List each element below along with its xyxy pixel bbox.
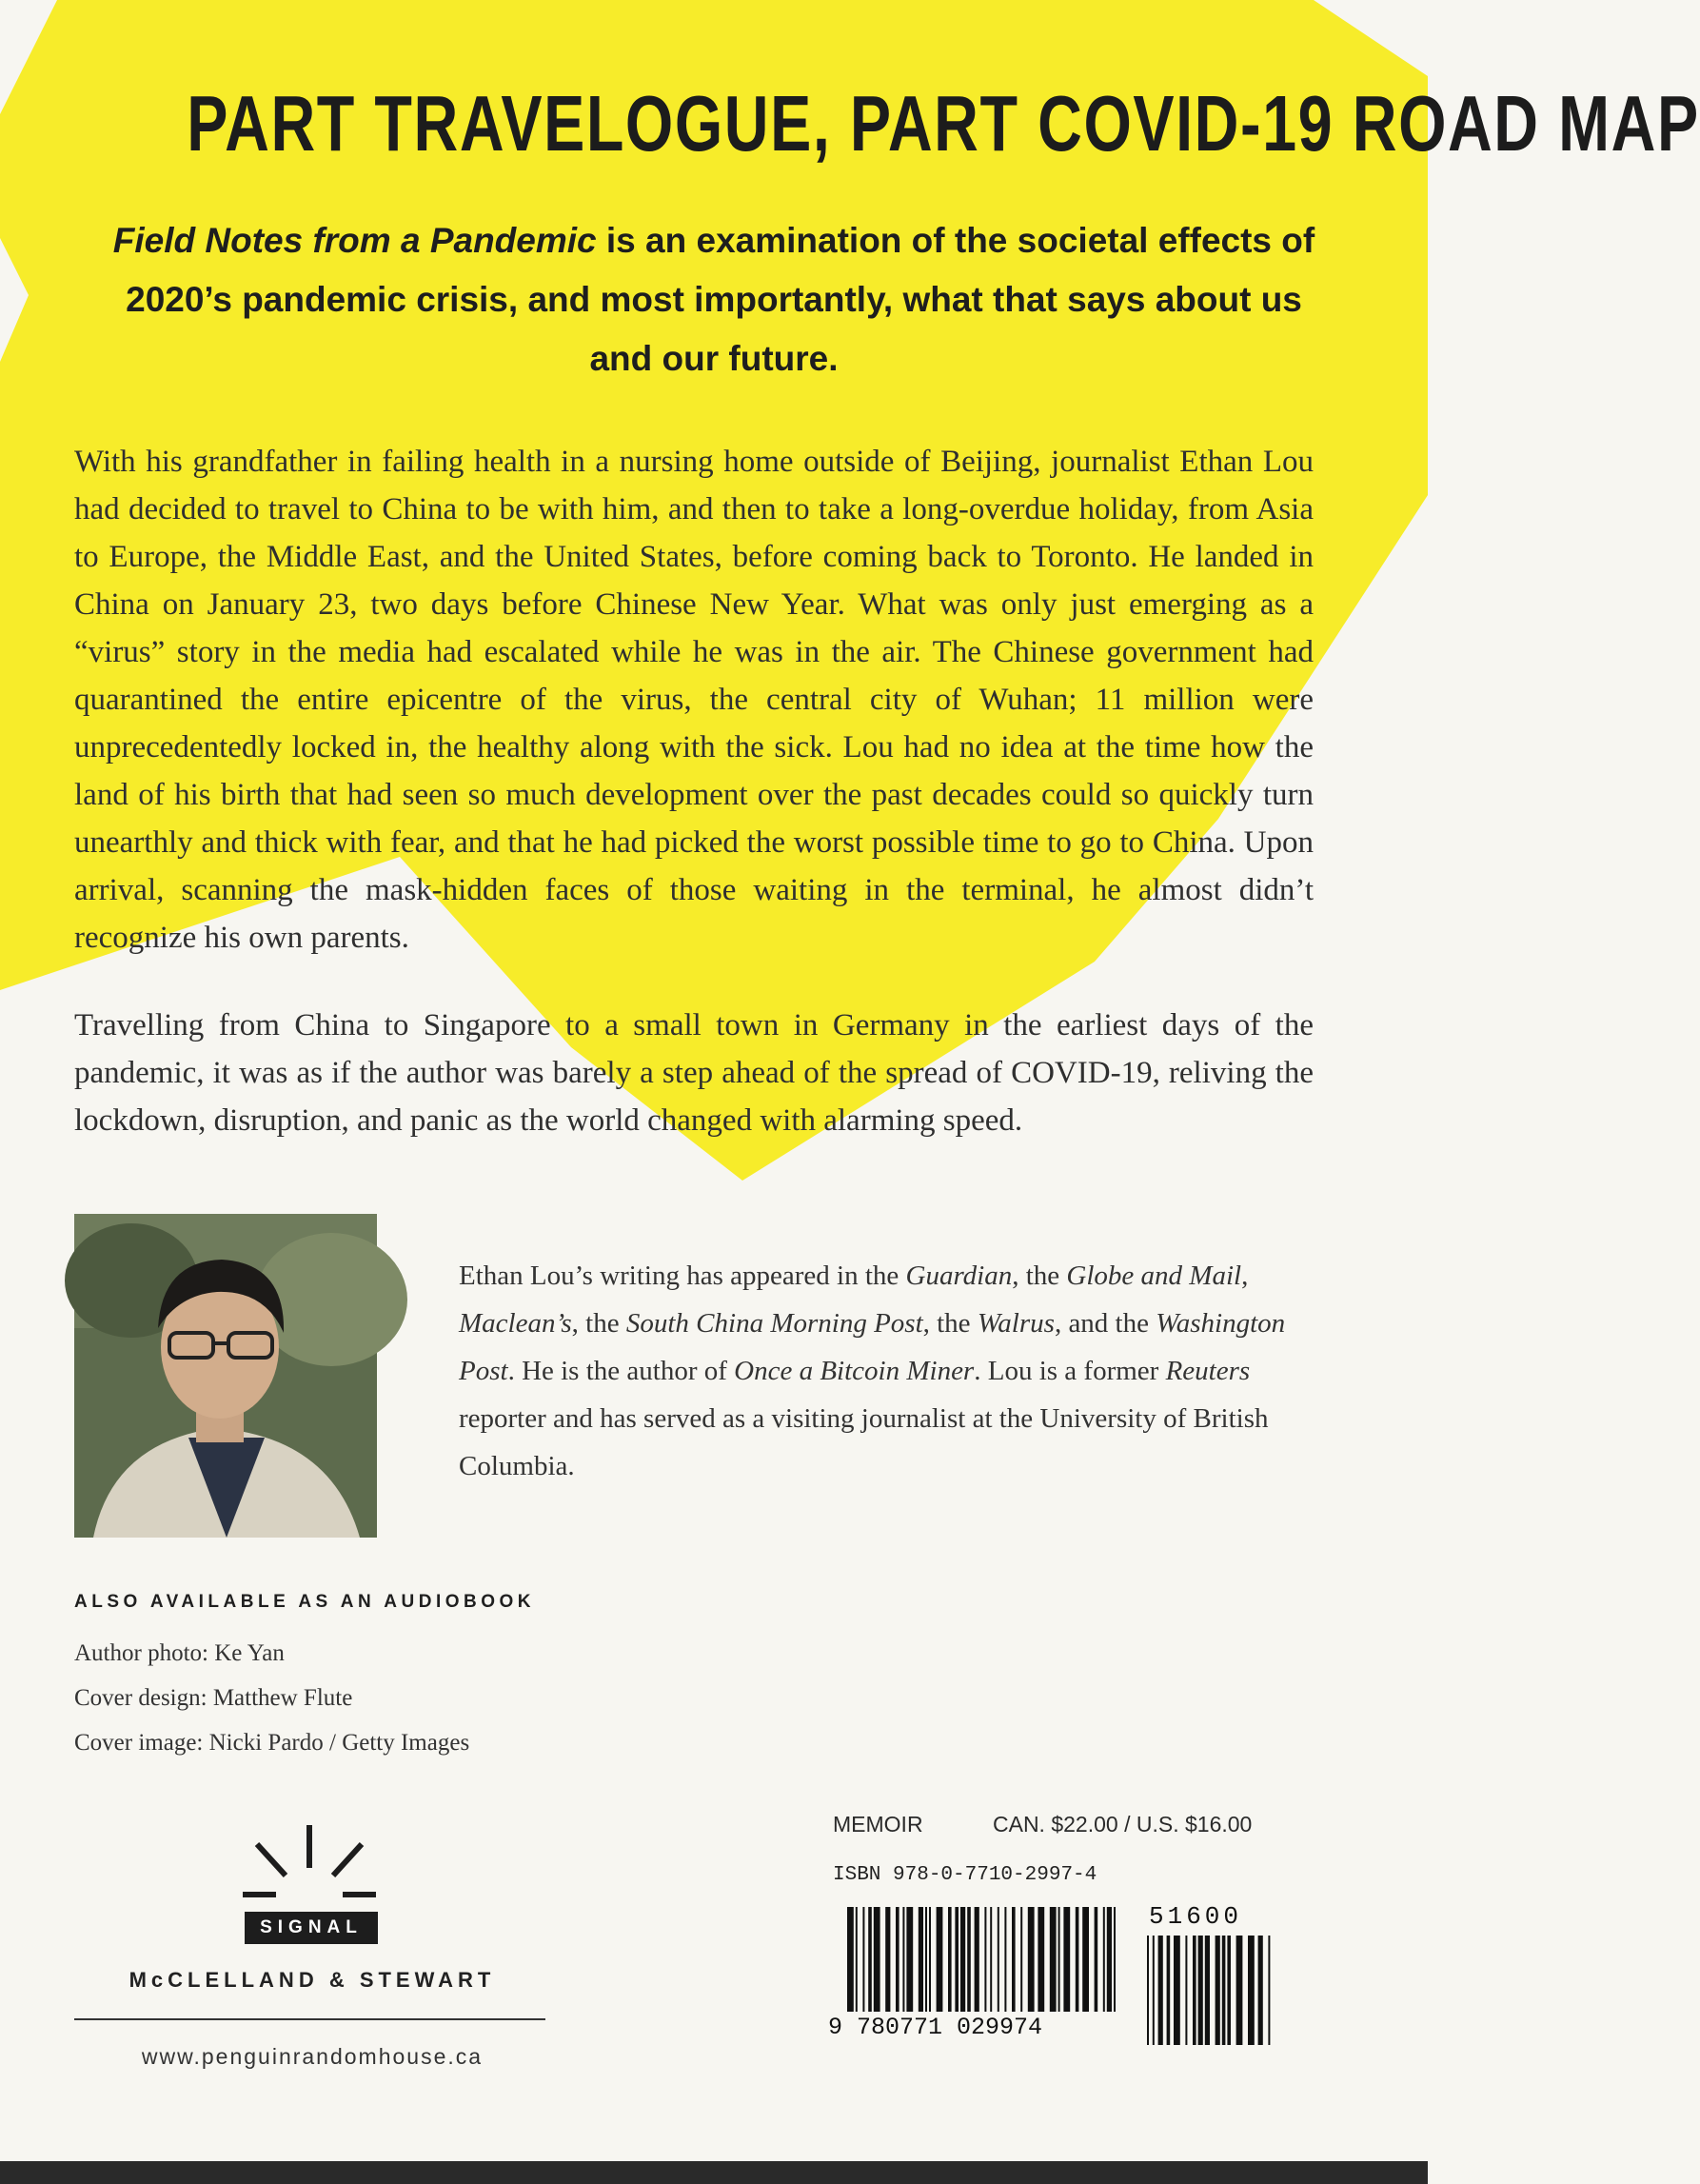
barcode-bar bbox=[1153, 1936, 1155, 2045]
description-paragraph-1: With his grandfather in failing health in a nursing home outside of Beijing, journalist Ethan Lou had decided to travel to China to be with him, and then to take a long-overdue holiday, from Asia to Europe, the Middle East, and the United States, before coming back to Toronto. He landed in China on January 23, two days before Chinese New Year. What was only just emerging as a “virus” story in the media had escalated while he was in the air. The Chinese government had quarantined the entire epicentre of the virus, the central city of Wuhan; 11 million were unprecedentedly locked in, the healthy along with the sick. Lou had no idea at the time how the land of his birth that had seen so much development over the past decades could so quickly turn unearthly and thick with fear, and that he had picked the worst possible time to go to China. Upon arrival, scanning the mask-hidden faces of those waiting in the terminal, he almost didn’t recognize his own parents. bbox=[74, 445, 1314, 955]
barcode-bar bbox=[1103, 1907, 1105, 2012]
barcode-bar bbox=[1147, 1936, 1149, 2045]
barcode-bar bbox=[955, 1907, 959, 2012]
tagline bbox=[105, 211, 1323, 388]
barcode-bar bbox=[1004, 1907, 1006, 2012]
barcode-bar bbox=[1198, 1936, 1203, 2045]
author-photo bbox=[74, 1214, 377, 1538]
barcode-bar bbox=[937, 1907, 943, 2012]
barcode-bars bbox=[847, 1907, 1116, 2012]
barcode-bar bbox=[1095, 1907, 1098, 2012]
barcode-bar bbox=[862, 1907, 864, 2012]
barcode-bar bbox=[975, 1907, 979, 2012]
credit-author-photo: Author photo: Ke Yan bbox=[74, 1640, 285, 1666]
barcode-bar bbox=[1114, 1907, 1116, 2012]
barcode-bar bbox=[1107, 1907, 1112, 2012]
barcode-bar bbox=[874, 1907, 880, 2012]
barcode-bar bbox=[1058, 1907, 1060, 2012]
barcode-bar bbox=[856, 1907, 858, 2012]
genre-label: MEMOIR bbox=[833, 1812, 923, 1837]
barcode-bar bbox=[902, 1907, 904, 2012]
barcode-bar bbox=[1216, 1936, 1220, 2045]
barcode-digits: 9 780771 029974 bbox=[828, 2014, 1043, 2041]
barcode-bar bbox=[1227, 1936, 1231, 2045]
tagline-text: is an examination of the societal effects of 2020’s pandemic crisis, and most importantly, what that says about us and our future. bbox=[126, 221, 1315, 378]
barcode-bar bbox=[998, 1907, 999, 2012]
barcode-bar bbox=[847, 1907, 854, 2012]
barcode-bar bbox=[919, 1907, 923, 2012]
barcode-price-code: 51600 bbox=[1149, 1902, 1243, 1931]
barcode-bar bbox=[1205, 1936, 1210, 2045]
publisher-name: McCLELLAND & STEWART bbox=[128, 1968, 496, 1992]
barcode-bar bbox=[984, 1907, 986, 2012]
author-bio: Ethan Lou’s writing has appeared in the Guardian, the Globe and Mail, Maclean’s, the South China Morning Post, the Walrus, and the Washington Post. He is the author of Once a Bitcoin Miner. Lou is a former Reuters reporter and has served as a visiting journalist at the University of British Columbia. bbox=[459, 1261, 1286, 1481]
description-paragraph-2: Travelling from China to Singapore to a small town in Germany in the earliest days of the pandemic, it was as if the author was barely a step ahead of the spread of COVID-19, reliving the lockdown, disruption, and panic as the world changed with alarming speed. bbox=[74, 1008, 1314, 1138]
barcode-bar bbox=[868, 1907, 872, 2012]
barcode-bar bbox=[1174, 1936, 1180, 2045]
barcode-bar bbox=[906, 1907, 913, 2012]
barcode-bar bbox=[929, 1907, 931, 2012]
barcode-bar bbox=[1063, 1907, 1070, 2012]
barcode-bar bbox=[1167, 1936, 1171, 2045]
barcode-bar bbox=[1012, 1907, 1016, 2012]
publisher-website: www.penguinrandomhouse.ca bbox=[141, 2044, 484, 2069]
barcode-bar bbox=[1020, 1907, 1022, 2012]
headline: PART TRAVELOGUE, PART COVID-19 ROAD MAP bbox=[187, 79, 1700, 168]
barcode-bar bbox=[896, 1907, 899, 2012]
credit-cover-image: Cover image: Nicki Pardo / Getty Images bbox=[74, 1730, 470, 1756]
barcode-bar bbox=[960, 1907, 965, 2012]
barcode-bar bbox=[1158, 1936, 1163, 2045]
barcode-bar bbox=[1082, 1907, 1089, 2012]
barcode-bar bbox=[925, 1907, 927, 2012]
barcode-addon-bars bbox=[1147, 1936, 1270, 2045]
barcode-bar bbox=[1185, 1936, 1187, 2045]
barcode-bar bbox=[948, 1907, 952, 2012]
barcode-bar bbox=[885, 1907, 890, 2012]
audiobook-note: ALSO AVAILABLE AS AN AUDIOBOOK bbox=[74, 1592, 536, 1612]
barcode-bar bbox=[1258, 1936, 1263, 2045]
barcode-bar bbox=[1038, 1907, 1044, 2012]
barcode-bar bbox=[990, 1907, 992, 2012]
isbn-number: ISBN 978-0-7710-2997-4 bbox=[833, 1864, 1097, 1886]
signal-sunburst-icon bbox=[238, 1820, 381, 1916]
barcode-bar bbox=[1248, 1936, 1255, 2045]
publisher-divider bbox=[74, 2018, 545, 2020]
barcode-bar bbox=[1050, 1907, 1057, 2012]
barcode-bar bbox=[1193, 1936, 1196, 2045]
credit-cover-design: Cover design: Matthew Flute bbox=[74, 1685, 353, 1711]
barcode-bar bbox=[1236, 1936, 1243, 2045]
barcode-bar bbox=[1076, 1907, 1079, 2012]
barcode-bar bbox=[967, 1907, 971, 2012]
book-title: Field Notes from a Pandemic bbox=[112, 221, 597, 260]
barcode-bar bbox=[1222, 1936, 1226, 2045]
imprint-logo: SIGNAL bbox=[245, 1912, 378, 1944]
price-label: CAN. $22.00 / U.S. $16.00 bbox=[993, 1812, 1253, 1837]
barcode-bar bbox=[1268, 1936, 1270, 2045]
barcode-bar bbox=[1028, 1907, 1035, 2012]
